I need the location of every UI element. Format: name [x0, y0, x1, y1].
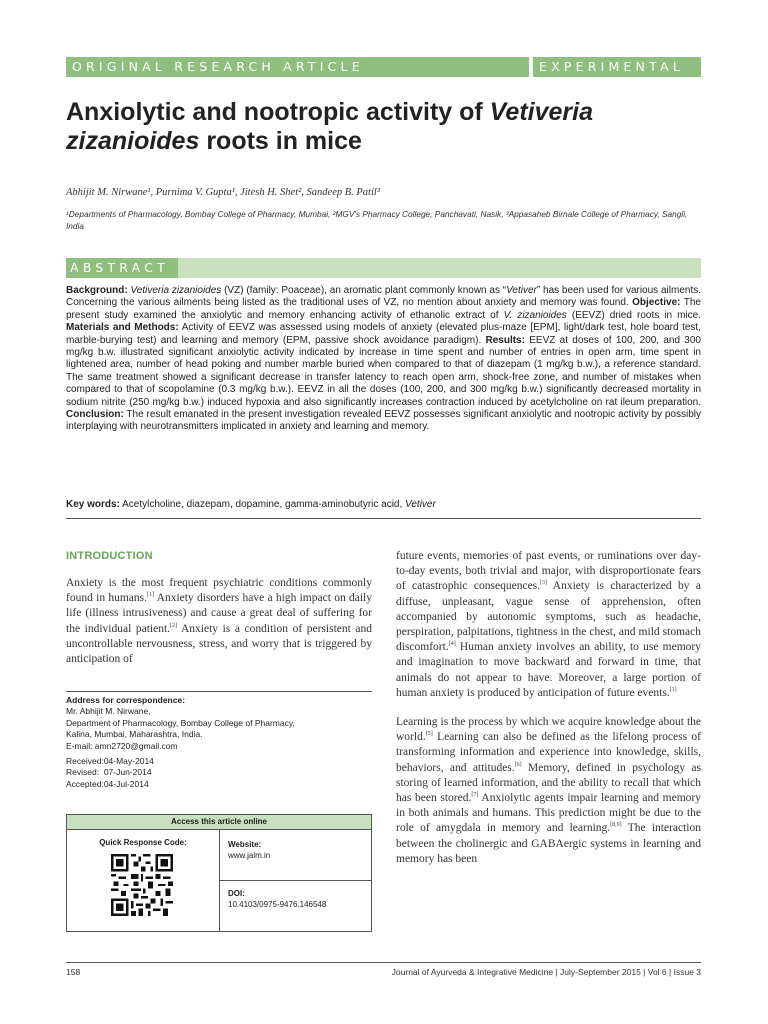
- keywords-divider: [66, 518, 701, 519]
- journal-footer: Journal of Ayurveda & Integrative Medicine | July-September 2015 | Vol 6 | Issue 3: [391, 967, 701, 977]
- article-title: Anxiolytic and nootropic activity of Vetiveria zizanioides roots in mice: [66, 98, 593, 155]
- article-type-bar: [66, 57, 529, 77]
- website-label: Website:: [228, 840, 262, 849]
- doi-label: DOI:: [228, 889, 245, 898]
- intro-paragraph-1: Anxiety is the most frequent psychiatric conditions commonly found in humans.[1] Anxiety disorders have a high impact on daily life (illness intrusiveness) and cause a great deal of suffering for the individual patient.[2] Anxiety is a condition of persistent and uncontrollable nervousness, stress, and worry that is triggered by anticipation of: [66, 577, 373, 666]
- revised-date: Revised: 07-Jun-2014: [66, 767, 152, 778]
- accepted-date: Accepted:04-Jul-2014: [66, 778, 149, 789]
- intro-paragraph-1-cont: future events, memories of past events, or ruminations over day-to-day events, both trivial and major, with disproportionate fears of catastrophic consequences.[3] Anxiety is characterized by a diffuse, unpleasant, vague sense of apprehension, often accompanied by autonomic symptoms, such as headache, perspiration, palpitations, tightness in the chest, and mild stomach discomfort.[4] Human anxiety involves an ability, to use memory and imagination to move backward and forward in time, that animals do not appear to have. Moreover, a large portion of human anxiety is produced by anticipation of future events.[1]: [396, 550, 702, 699]
- author-list: Abhijit M. Nirwane¹, Purnima V. Gupta¹, Jitesh H. Shet², Sandeep B. Patil³: [66, 187, 380, 198]
- doi-link[interactable]: 10.4103/0975-9476.146548: [228, 900, 327, 909]
- correspondence-email: E-mail: amn2720@gmail.com: [66, 740, 178, 751]
- footer-divider: [66, 962, 701, 963]
- access-article-title: Access this article online: [67, 815, 371, 830]
- abstract-bar: [66, 258, 701, 278]
- article-type-label: ORIGINAL RESEARCH ARTICLE: [72, 59, 364, 74]
- received-date: Received:04-May-2014: [66, 756, 154, 767]
- correspondence-line-2: Kalina, Mumbai, Maharashtra, India.: [66, 729, 203, 740]
- introduction-heading: INTRODUCTION: [66, 550, 153, 562]
- doi-cell: [220, 881, 371, 931]
- qr-cell: [67, 830, 220, 931]
- intro-paragraph-2: Learning is the process by which we acquire knowledge about the world.[5] Learning can also be defined as the lifelong process of transforming information and experience into knowledge, skills, behaviors, and attitudes.[6] Memory, defined in psychology as storing of learned information, and the ability to recall that which has been stored.[7] Anxiolytic agents impair learning and memory in both animals and humans. This prediction might be due to the role of amygdala in memory and learning.[8,9] The interaction between the cholinergic and GABAergic systems in learning and memory has been: [396, 716, 702, 865]
- section-type-bar: [533, 57, 701, 77]
- website-link[interactable]: www.jaim.in: [228, 851, 271, 860]
- keywords: Key words: Acetylcholine, diazepam, dopamine, gamma-aminobutyric acid, Vetiver: [66, 499, 436, 510]
- qr-label: Quick Response Code:: [99, 838, 187, 847]
- correspondence-line-1: Department of Pharmacology, Bombay College of Pharmacy,: [66, 717, 295, 728]
- correspondence-name: Mr. Abhijit M. Nirwane,: [66, 706, 151, 717]
- abstract-label: ABSTRACT: [70, 260, 169, 275]
- qr-code-icon: [111, 854, 173, 916]
- correspondence-divider: [66, 691, 372, 692]
- abstract-label-box: [66, 258, 178, 278]
- correspondence-block: [66, 695, 372, 790]
- affiliations: ¹Departments of Pharmacology, Bombay College of Pharmacy, Mumbai, ²MGV's Pharmacy College, Panchavati, Nasik, ³Appasaheb Birnale College of Pharmacy, Sangli, India: [66, 209, 688, 231]
- website-cell: [220, 830, 371, 881]
- intro-right-column: [396, 549, 701, 881]
- correspondence-heading: Address for correspondence:: [66, 695, 186, 705]
- intro-left-column: [66, 576, 372, 681]
- access-article-box: [66, 814, 372, 932]
- abstract-body: Background: Vetiveria zizanioides (VZ) (family: Poaceae), an aromatic plant commonly known as “Vetiver” has been used for various ailments. Concerning the various ailments being listed as the traditional uses of VZ, no mention about anxiety and memory was found. Objective: The present study examined the anxiolytic and memory enhancing activity of ethanolic extract of V. zizanioides (EEVZ) dried roots in mice. Materials and Methods: Activity of EEVZ was assessed using models of anxiety (elevated plus-maze [EPM], light/dark test, hole board test, marble-burying test) and learning and memory (EPM, passive shock avoidance paradigm). Results: EEVZ at doses of 100, 200, and 300 mg/kg b.w. illustrated significant anxiolytic activity indicated by increase in time spent and number of entries in open arm, time spent in lightened area, number of head poking and number marble buried when compared to that of diazepam (1 mg/kg b.w.), a reference standard. The same treatment showed a significant decrease in transfer latency to reach open arm, shock-free zone, and number of mistakes when compared to that of scopolamine (0.3 mg/kg b.w.). EEVZ in all the doses (100, 200, and 300 mg/kg b.w.) significantly decreased mortality in sodium nitrite (250 mg/kg b.w.) induced hypoxia and also significantly increases contraction induced by acetylcholine on rat ileum preparation. Conclusion: The result emanated in the present investigation revealed EEVZ possesses significant anxiolytic and nootropic activity by possibly interplaying with neurotransmitters implicated in anxiety and learning and memory.: [66, 285, 702, 433]
- page-number: 158: [66, 967, 81, 977]
- section-type-label: EXPERIMENTAL: [539, 59, 684, 74]
